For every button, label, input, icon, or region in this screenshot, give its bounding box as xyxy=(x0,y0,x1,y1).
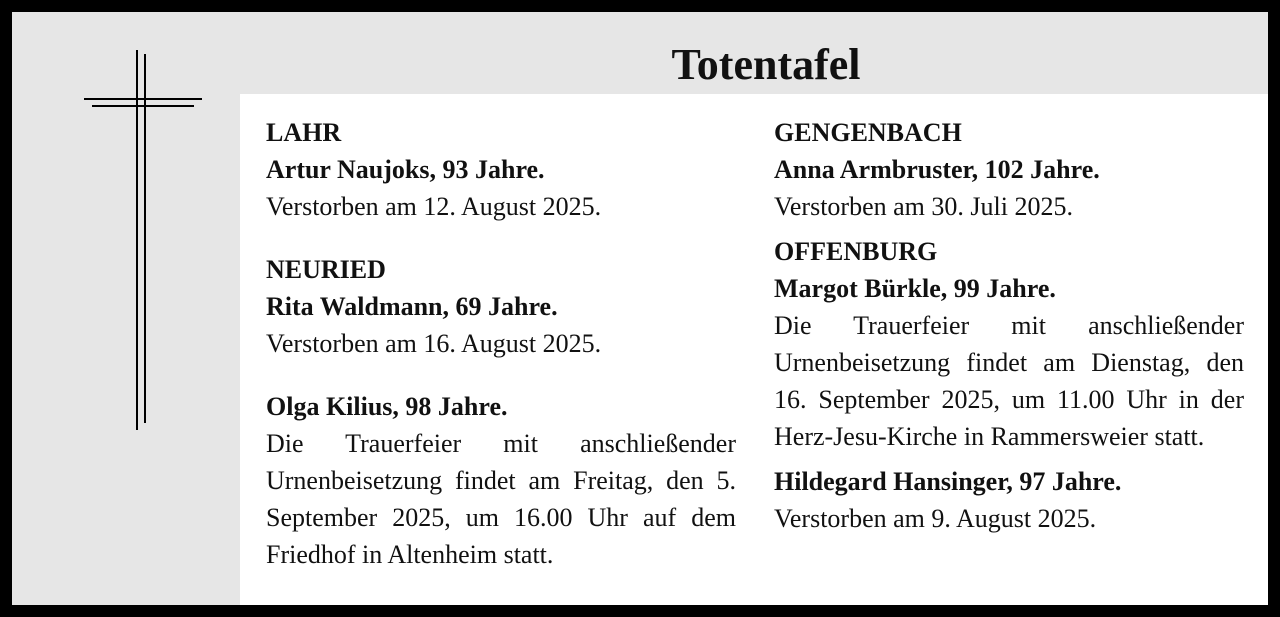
section-neuried xyxy=(266,251,736,573)
funeral-notice: Die Trauerfeier mit anschließender Urnenbeisetzung findet am Dienstag, den 16. September 2025, um 11.00 Uhr in der Herz-Jesu-Kirche in Rammersweier statt. xyxy=(774,311,1244,451)
death-notice: Verstorben am 16. August 2025. xyxy=(266,329,602,358)
place-heading: OFFENBURG xyxy=(774,237,938,266)
funeral-notice: Die Trauerfeier mit anschließender Urnenbeisetzung findet am Freitag, den 5. September 2025, um 16.00 Uhr auf dem Friedhof in Altenheim statt. xyxy=(266,429,736,569)
death-notice: Verstorben am 12. August 2025. xyxy=(266,192,602,221)
death-notice: Verstorben am 9. August 2025. xyxy=(774,504,1097,533)
place-heading: LAHR xyxy=(266,118,342,147)
deceased-name: Hildegard Hansinger, 97 Jahre. xyxy=(774,467,1122,496)
deceased-name: Olga Kilius, 98 Jahre. xyxy=(266,392,508,421)
obituary-panel xyxy=(240,94,1268,605)
deceased-name: Rita Waldmann, 69 Jahre. xyxy=(266,292,558,321)
section-offenburg xyxy=(774,233,1244,537)
section-gengenbach xyxy=(774,114,1244,225)
deceased-name: Artur Naujoks, 93 Jahre. xyxy=(266,155,545,184)
right-column xyxy=(774,114,1244,537)
place-heading: NEURIED xyxy=(266,255,386,284)
deceased-name: Anna Armbruster, 102 Jahre. xyxy=(774,155,1100,184)
place-heading: GENGENBACH xyxy=(774,118,962,147)
section-lahr xyxy=(266,114,736,225)
death-notice: Verstorben am 30. Juli 2025. xyxy=(774,192,1073,221)
page-title: Totentafel xyxy=(671,40,861,89)
left-column xyxy=(266,114,736,573)
cross-icon xyxy=(72,38,212,438)
deceased-name: Margot Bürkle, 99 Jahre. xyxy=(774,274,1056,303)
